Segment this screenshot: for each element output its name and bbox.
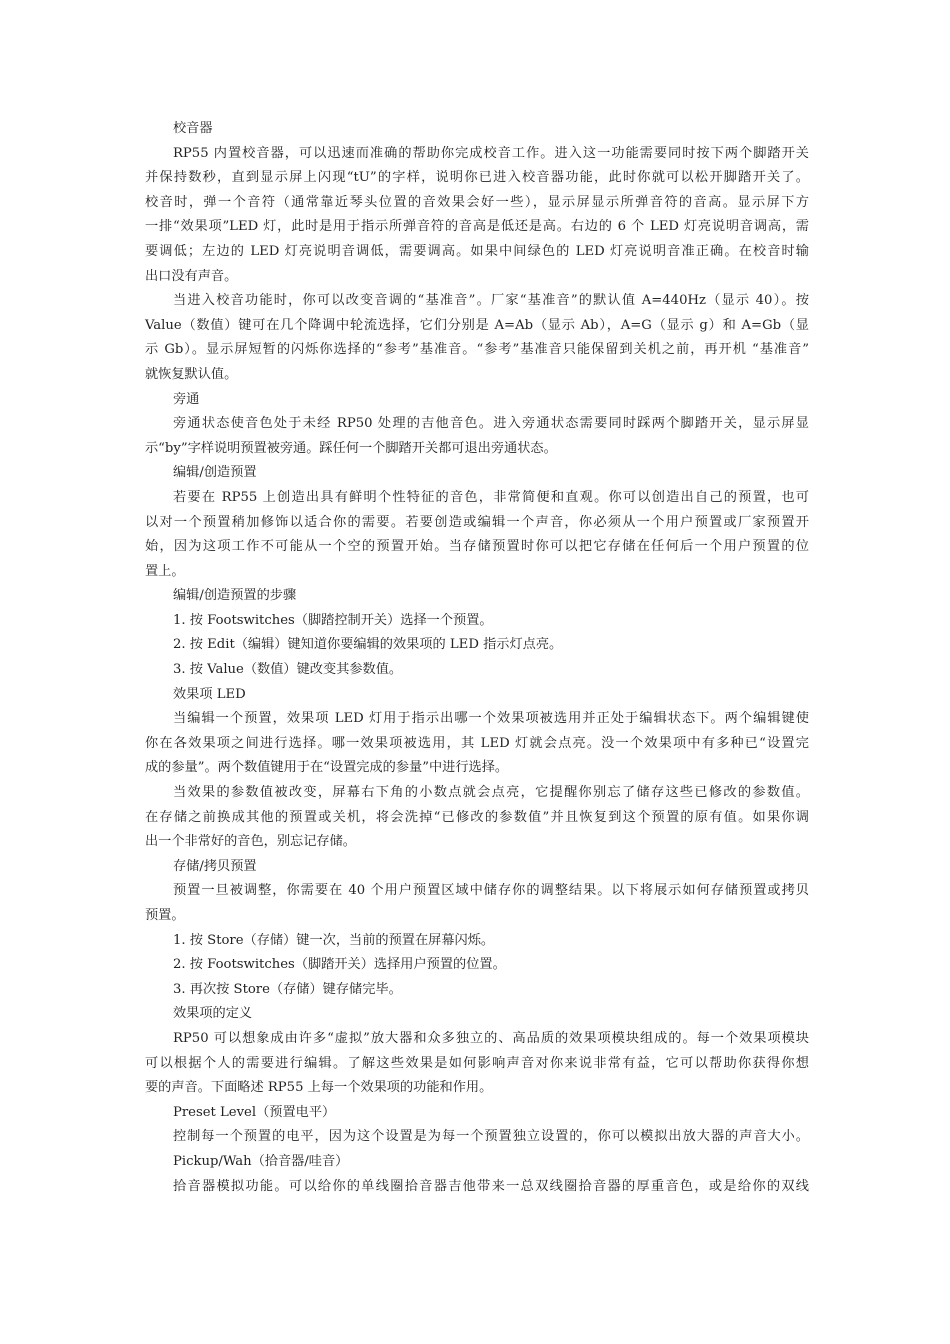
- paragraph-line: 成的参量”。两个数值键用于在“设置完成的参量”中进行选择。: [145, 760, 509, 776]
- section-heading-line: 2. 按 Edit（编辑）键知道你要编辑的效果项的 LED 指示灯点亮。: [173, 637, 563, 653]
- paragraph-line: 一排“效果项”LED 灯，此时是用于指示所弹音符的音高是低还是高。右边的 6 个 LED 灯亮说明音调高，需: [145, 219, 809, 235]
- section-heading-line: 存储/拷贝预置: [173, 858, 257, 874]
- section-heading-line: 3. 再次按 Store（存储）键存储完毕。: [173, 981, 402, 997]
- paragraph-line: 拾音器模拟功能。可以给你的单线圈拾音器吉他带来一总双线圈拾音器的厚重音色，或是给你的双线: [173, 1178, 809, 1194]
- section-heading-line: 校音器: [173, 121, 213, 136]
- paragraph-line: 要的声音。下面略述 RP55 上每一个效果项的功能和作用。: [145, 1080, 493, 1096]
- paragraph-line: 示“by”字样说明预置被旁通。踩任何一个脚踏开关都可退出旁通状态。: [145, 440, 557, 456]
- paragraph-line: RP55 内置校音器，可以迅速而准确的帮助你完成校音工作。进入这一功能需要同时按下两个脚踏开关: [173, 145, 809, 161]
- section-heading-line: 3. 按 Value（数值）键改变其参数值。: [173, 662, 403, 678]
- paragraph-line: 预置一旦被调整，你需要在 40 个用户预置区域中储存你的调整结果。以下将展示如何存储预置或拷贝: [173, 883, 809, 899]
- paragraph-line: 你在各效果项之间进行选择。哪一效果项被选用，其 LED 灯就会点亮。没一个效果项中有多种已“设置完: [145, 735, 809, 751]
- paragraph-line: 当效果的参数值被改变，屏幕右下角的小数点就会点亮，它提醒你别忘了储存这些已修改的参数值。: [173, 785, 809, 801]
- paragraph-line: Value（数值）键可在几个降调中轮流选择，它们分别是 A=Ab（显示 Ab），A=G（显示 g）和 A=Gb（显: [145, 317, 809, 333]
- paragraph-line: 就恢复默认值。: [145, 366, 238, 382]
- section-heading-line: 1. 按 Footswitches（脚踏控制开关）选择一个预置。: [173, 612, 493, 628]
- paragraph-line: 置上。: [145, 563, 185, 579]
- section-heading-line: 编辑/创造预置的步骤: [173, 588, 297, 604]
- paragraph-line: 校音时，弹一个音符（通常靠近琴头位置的音效果会好一些），显示屏显示所弹音符的音高。显示屏下方: [145, 194, 809, 210]
- paragraph-line: 要调低；左边的 LED 灯亮说明音调低，需要调高。如果中间绿色的 LED 灯亮说明音准正确。在校音时输: [145, 243, 809, 259]
- section-heading-line: 1. 按 Store（存储）键一次，当前的预置在屏幕闪烁。: [173, 932, 495, 948]
- paragraph-line: 在存储之前换成其他的预置或关机，将会洗掉“已修改的参数值”并且恢复到这个预置的原有值。如果你调: [145, 809, 809, 825]
- paragraph-line: 出一个非常好的音色，别忘记存储。: [145, 834, 356, 850]
- section-heading-line: 2. 按 Footswitches（脚踏开关）选择用户预置的位置。: [173, 957, 506, 973]
- section-heading-line: Pickup/Wah（拾音器/哇音）: [173, 1153, 349, 1169]
- paragraph-line: 预置。: [145, 908, 185, 923]
- paragraph-line: RP50 可以想象成由许多“虚拟”放大器和众多独立的、高品质的效果项模块组成的。每一个效果项模块: [173, 1030, 809, 1046]
- paragraph-line: 当编辑一个预置，效果项 LED 灯用于指示出哪一个效果项被选用并正处于编辑状态下。两个编辑键使: [173, 711, 809, 727]
- paragraph-line: 以对一个预置稍加修饰以适合你的需要。若要创造或编辑一个声音，你必须从一个用户预置或厂家预置开: [145, 514, 809, 530]
- section-heading-line: 效果项 LED: [173, 686, 246, 702]
- paragraph-line: 示 Gb）。显示屏短暂的闪烁你选择的“参考”基准音。“参考”基准音只能保留到关机之前，再开机 “基准音”: [145, 342, 809, 358]
- section-heading-line: 编辑/创造预置: [173, 465, 257, 481]
- paragraph-line: 可以根据个人的需要进行编辑。了解这些效果是如何影响声音对你来说非常有益，它可以帮助你获得你想: [145, 1055, 809, 1071]
- paragraph-line: 当进入校音功能时，你可以改变音调的“基准音”。厂家“基准音”的默认值 A=440Hz（显示 40）。按: [173, 293, 809, 309]
- paragraph-line: 出口没有声音。: [145, 268, 238, 284]
- paragraph-line: 若要在 RP55 上创造出具有鲜明个性特征的音色，非常简便和直观。你可以创造出自己的预置，也可: [173, 489, 809, 505]
- paragraph-line: 旁通状态使音色处于未经 RP50 处理的吉他音色。进入旁通状态需要同时踩两个脚踏开关，显示屏显: [173, 416, 809, 432]
- paragraph-line: 并保持数秒，直到显示屏上闪现“tU”的字样，说明你已进入校音器功能，此时你就可以松开脚踏开关了。: [145, 170, 809, 186]
- section-heading-line: Preset Level（预置电平）: [173, 1104, 336, 1120]
- section-heading-line: 效果项的定义: [173, 1006, 253, 1022]
- paragraph-line: 始，因为这项工作不可能从一个空的预置开始。当存储预置时你可以把它存储在任何后一个用户预置的位: [145, 539, 809, 555]
- document-page: [145, 117, 809, 1199]
- section-heading-line: 旁通: [173, 391, 200, 407]
- paragraph-line: 控制每一个预置的电平，因为这个设置是为每一个预置独立设置的，你可以模拟出放大器的声音大小。: [173, 1129, 809, 1145]
